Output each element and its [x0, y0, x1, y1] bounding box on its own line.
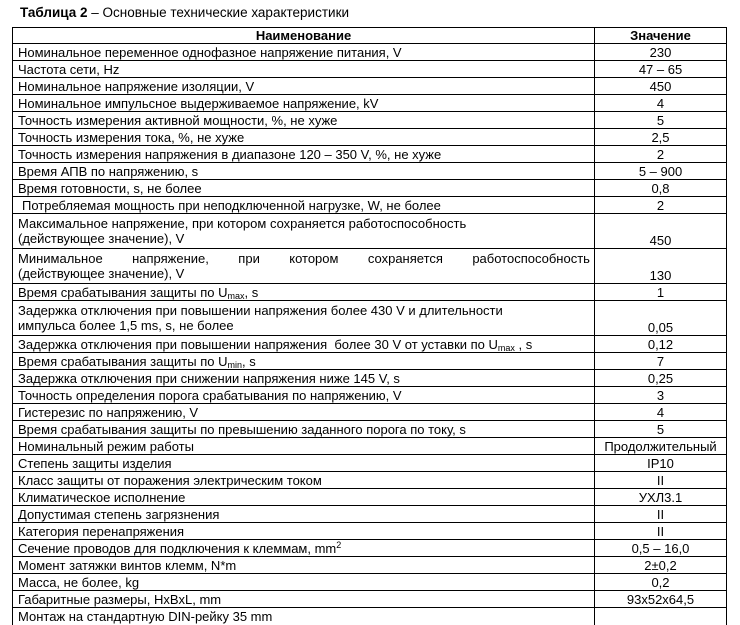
table-row — [13, 112, 727, 129]
table-caption — [20, 2, 349, 24]
table-row — [13, 44, 727, 61]
parameter-value: 0,05 — [595, 301, 727, 336]
parameter-name — [13, 540, 595, 557]
parameter-value: 130 — [595, 249, 727, 284]
parameter-name-line-1: Максимальное напряжение, при котором сохраняется работоспособность — [18, 216, 467, 231]
parameter-value: II — [595, 472, 727, 489]
parameter-value: 1 — [595, 284, 727, 301]
table-row — [13, 353, 727, 370]
parameter-value: 5 — [595, 421, 727, 438]
table-row — [13, 574, 727, 591]
parameter-name: Время АПВ по напряжению, s — [13, 163, 595, 180]
table-row — [13, 197, 727, 214]
parameter-name-line-1 — [18, 251, 590, 266]
parameter-name: Точность измерения напряжения в диапазоне 120 – 350 V, %, не хуже — [13, 146, 595, 163]
parameter-name: Монтаж на стандартную DIN-рейку 35 mm — [13, 608, 595, 625]
parameter-value: 4 — [595, 95, 727, 112]
parameter-value: 47 – 65 — [595, 61, 727, 78]
parameter-name: Потребляемая мощность при неподключенной нагрузке, W, не более — [13, 197, 595, 214]
parameter-name — [13, 301, 595, 336]
table-number: Таблица 2 — [20, 5, 88, 20]
word: напряжение, — [132, 251, 209, 266]
parameter-name: Климатическое исполнение — [13, 489, 595, 506]
parameter-value: УХЛ3.1 — [595, 489, 727, 506]
parameter-name: Габаритные размеры, HxBxL, mm — [13, 591, 595, 608]
table-row — [13, 540, 727, 557]
parameter-name — [13, 284, 595, 301]
parameter-value: 2 — [595, 197, 727, 214]
parameter-name — [13, 249, 595, 284]
table-row — [13, 301, 727, 336]
parameter-name-line-2: (действующее значение), V — [18, 231, 185, 246]
parameter-name: Точность измерения тока, %, не хуже — [13, 129, 595, 146]
parameter-name: Время готовности, s, не более — [13, 180, 595, 197]
word: сохраняется — [367, 251, 443, 266]
parameter-value: 450 — [595, 78, 727, 95]
subscript: max — [227, 290, 245, 301]
parameter-value: II — [595, 523, 727, 540]
parameter-name: Номинальный режим работы — [13, 438, 595, 455]
table-row — [13, 438, 727, 455]
parameter-value: 0,25 — [595, 370, 727, 387]
name-text: Задержка отключения при повышении напряжения более 30 V от уставки по U — [18, 336, 498, 352]
table-row — [13, 180, 727, 197]
parameter-name: Время срабатывания защиты по превышению заданного порога по току, s — [13, 421, 595, 438]
parameter-name-line-1: Задержка отключения при повышении напряжения более 430 V и длительности — [18, 303, 503, 318]
parameter-name: Допустимая степень загрязнения — [13, 506, 595, 523]
name-text: Время срабатывания защиты по U — [18, 353, 228, 369]
word: котором — [289, 251, 339, 266]
word: при — [238, 251, 260, 266]
parameter-name: Частота сети, Hz — [13, 61, 595, 78]
parameter-name-line-2: (действующее значение), V — [18, 266, 185, 281]
table-row — [13, 557, 727, 574]
parameter-name: Момент затяжки винтов клемм, N*m — [13, 557, 595, 574]
column-header-name: Наименование — [13, 28, 595, 44]
parameter-value: 5 — [595, 112, 727, 129]
parameter-name — [13, 336, 595, 353]
column-header-value: Значение — [595, 28, 727, 44]
table-row — [13, 78, 727, 95]
name-text: , s — [242, 353, 256, 369]
parameter-name — [13, 214, 595, 249]
parameter-name — [13, 353, 595, 370]
subscript: min — [227, 359, 242, 370]
table-title: – Основные технические характеристики — [87, 5, 350, 20]
parameter-value: Продолжительный — [595, 438, 727, 455]
name-text: Сечение проводов для подключения к клеммам, mm — [18, 540, 337, 556]
table-row — [13, 336, 727, 353]
table-header-row — [13, 28, 727, 44]
table-row — [13, 284, 727, 301]
table-row — [13, 421, 727, 438]
name-text: Время срабатывания защиты по U — [18, 284, 228, 300]
parameter-value: 2 — [595, 146, 727, 163]
table-row — [13, 146, 727, 163]
parameter-name: Класс защиты от поражения электрическим током — [13, 472, 595, 489]
table-row — [13, 214, 727, 249]
parameter-value: 5 – 900 — [595, 163, 727, 180]
table-row — [13, 472, 727, 489]
parameter-name: Номинальное напряжение изоляции, V — [13, 78, 595, 95]
parameter-value: II — [595, 506, 727, 523]
table-row — [13, 163, 727, 180]
parameter-name: Степень защиты изделия — [13, 455, 595, 472]
parameter-name: Точность измерения активной мощности, %, не хуже — [13, 112, 595, 129]
parameter-value: 2±0,2 — [595, 557, 727, 574]
specifications-table — [12, 27, 727, 625]
parameter-value: 0,2 — [595, 574, 727, 591]
parameter-value: 4 — [595, 404, 727, 421]
parameter-value: 0,12 — [595, 336, 727, 353]
parameter-value — [595, 608, 727, 625]
parameter-value: IP10 — [595, 455, 727, 472]
parameter-name: Задержка отключения при снижении напряжения ниже 145 V, s — [13, 370, 595, 387]
table-row — [13, 387, 727, 404]
parameter-value: 450 — [595, 214, 727, 249]
superscript: 2 — [336, 539, 342, 550]
parameter-value: 230 — [595, 44, 727, 61]
table-row — [13, 129, 727, 146]
table-row — [13, 608, 727, 625]
parameter-name: Гистерезис по напряжению, V — [13, 404, 595, 421]
table-row — [13, 523, 727, 540]
parameter-name: Масса, не более, kg — [13, 574, 595, 591]
parameter-name: Номинальное импульсное выдерживаемое напряжение, kV — [13, 95, 595, 112]
name-text: , s — [244, 284, 259, 300]
table-row — [13, 61, 727, 78]
parameter-value: 7 — [595, 353, 727, 370]
name-text: , s — [514, 336, 533, 352]
table-row — [13, 591, 727, 608]
table-row — [13, 455, 727, 472]
parameter-value: 2,5 — [595, 129, 727, 146]
table-row — [13, 370, 727, 387]
table-row — [13, 506, 727, 523]
parameter-value: 0,5 – 16,0 — [595, 540, 727, 557]
parameter-value: 3 — [595, 387, 727, 404]
table-row — [13, 95, 727, 112]
parameter-name: Категория перенапряжения — [13, 523, 595, 540]
table-row — [13, 404, 727, 421]
parameter-name: Номинальное переменное однофазное напряжение питания, V — [13, 44, 595, 61]
word: работоспособность — [472, 251, 590, 266]
parameter-name: Точность определения порога срабатывания по напряжению, V — [13, 387, 595, 404]
parameter-value: 93x52x64,5 — [595, 591, 727, 608]
table-row — [13, 249, 727, 284]
subscript: max — [497, 342, 515, 353]
word: Минимальное — [18, 251, 103, 266]
table-row — [13, 489, 727, 506]
parameter-name-line-2: импульса более 1,5 ms, s, не более — [18, 318, 234, 333]
parameter-value: 0,8 — [595, 180, 727, 197]
